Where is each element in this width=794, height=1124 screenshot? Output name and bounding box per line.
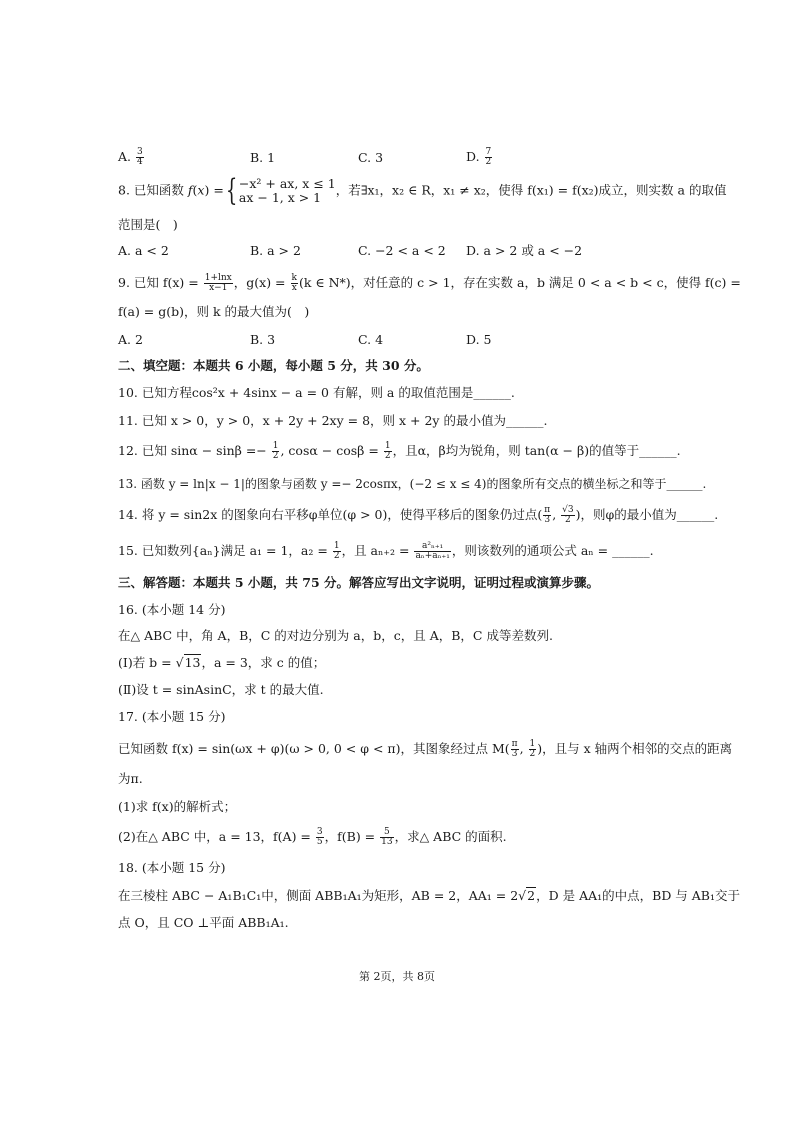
- q8-option-a: A. a < 2: [118, 243, 169, 258]
- q17-part-2: (2)在△ ABC 中，a = 13，f(A) = $\frac{3}{5}$ ，f(B) = $\frac{5}{13}$ ，求△ ABC 的面积.: [118, 827, 507, 847]
- q8-stem: 8. 已知函数 f(x) ={ −x² + ax, x ≤ 1 ax − 1, x > 1 ，若∃x₁，x₂ ∈ R，x₁ ≠ x₂，使得 f(x₁) = f(x₂)成立，则实数 a 的取值: [118, 173, 727, 208]
- q17-stem-line2: 为π.: [118, 771, 143, 786]
- page-footer: 第 2页，共 8页: [359, 970, 435, 983]
- q8-option-b: B. a > 2: [250, 243, 301, 258]
- section-2-heading: 二、填空题：本题共 6 小题，每小题 5 分，共 30 分。: [118, 358, 429, 373]
- q12: 12. 已知 sinα − sinβ =− $\frac{1}{2}$ , cosα − cosβ = $\frac{1}{2}$ ，且α，β均为锐角，则 tan(α − β)的值等于______.: [118, 441, 681, 461]
- q17-stem: 已知函数 f(x) = sin(ωx + φ)(ω > 0, 0 < φ < π)，其图象经过点 M( $\frac{\pi}{3}$ , $\frac{1}{2}$ )，且与 x 轴两个相邻的交点的距离: [118, 739, 733, 759]
- q11: 11. 已知 x > 0，y > 0，x + 2y + 2xy = 8，则 x + 2y 的最小值为______.: [118, 413, 548, 428]
- q16-heading: 16. (本小题 14 分): [118, 602, 226, 617]
- q8-option-c: C. −2 < a < 2: [358, 243, 446, 258]
- q9-stem: 9. 已知 f(x) = $\frac{1+\ln x}{x-1}$ ，g(x) = $\frac{k}{x}$ (k ∈ N*)，对任意的 c > 1，存在实数 a，b 满足 0 < a < b < c，使得 f(c) =: [118, 273, 741, 293]
- q7-option-b: B. 1: [250, 150, 276, 165]
- q7-option-a: A. $\frac{3}{4}$: [118, 147, 143, 167]
- q18-stem-line2: 点 O，且 CO ⊥平面 ABB₁A₁.: [118, 915, 289, 930]
- q17-heading: 17. (本小题 15 分): [118, 709, 226, 724]
- q14: 14. 将 y = sin2x 的图象向右平移φ单位(φ > 0)，使得平移后的图象仍过点( $\frac{\pi}{3}$ , $\frac{√3}{2}$ )，则φ的最小值为______.: [118, 505, 719, 525]
- q17-part-1: (1)求 f(x)的解析式；: [118, 799, 237, 814]
- section-3-heading: 三、解答题：本题共 5 小题，共 75 分。解答应写出文字说明，证明过程或演算步骤。: [118, 575, 600, 590]
- q7-option-c: C. 3: [358, 150, 384, 165]
- q16-stem: 在△ ABC 中，角 A，B，C 的对边分别为 a，b，c，且 A，B，C 成等差数列.: [118, 628, 553, 643]
- q16-part-2: (Ⅱ)设 t = sinAsinC，求 t 的最大值.: [118, 682, 324, 697]
- q9-option-b: B. 3: [250, 332, 276, 347]
- q8-stem-line2: 范围是( ): [118, 217, 178, 232]
- q18-stem: 在三棱柱 ABC − A₁B₁C₁中，侧面 ABB₁A₁为矩形，AB = 2，AA₁ = 2√2，D 是 AA₁的中点，BD 与 AB₁交于: [118, 888, 741, 903]
- q9-option-d: D. 5: [466, 332, 492, 347]
- q18-heading: 18. (本小题 15 分): [118, 860, 226, 875]
- q15: 15. 已知数列{aₙ}满足 a₁ = 1，a₂ = $\frac{1}{2}$ ，且 aₙ₊₂ = $\frac{\text{a²ₙ₊₁}}{\text{aₙ+aₙ₊₁}}$ ，则该数列的通项公式 aₙ = ______.: [118, 541, 654, 561]
- q13: 13. 函数 y = ln|x − 1|的图象与函数 y =− 2cosπx，(−2 ≤ x ≤ 4)的图象所有交点的横坐标之和等于______.: [118, 477, 707, 491]
- q9-stem-line2: f(a) = g(b)，则 k 的最大值为( ): [118, 304, 310, 319]
- q8-option-d: D. a > 2 或 a < −2: [466, 243, 583, 258]
- q9-option-a: A. 2: [118, 332, 143, 347]
- q9-option-c: C. 4: [358, 332, 384, 347]
- q16-part-1: (Ⅰ)若 b = √13，a = 3，求 c 的值；: [118, 655, 326, 670]
- q7-option-d: D. $\frac{7}{2}$: [466, 147, 492, 167]
- q10: 10. 已知方程cos²x + 4sinx − a = 0 有解，则 a 的取值范围是______.: [118, 385, 515, 400]
